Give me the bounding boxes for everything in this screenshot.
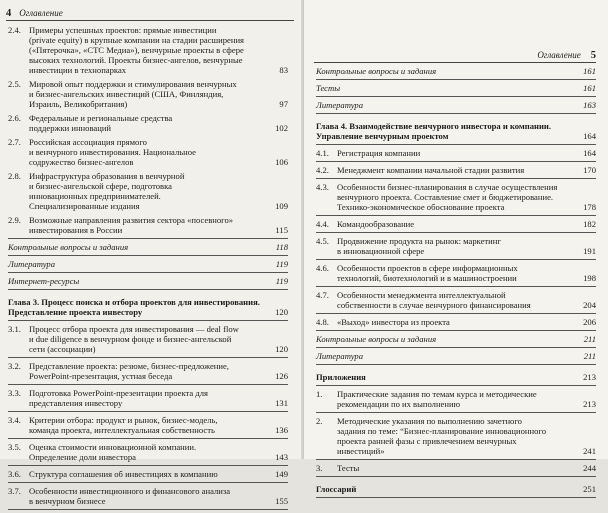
entry-title-line: высоких технологий. Проекты бизнес-ангелов, венчурные	[29, 55, 243, 65]
entry-title-line: («Пятерочка», «СТС Медиа»), венчурные проекты в сфере	[29, 45, 244, 55]
entry-title-line: Критерии отбора: продукт и рынок, бизнес-модель,	[29, 415, 218, 425]
toc-entry	[316, 416, 596, 456]
chapter-title-line: Глава 4. Взаимодействие венчурного инвестора и компании.	[316, 121, 552, 131]
entry-number: 2.7.	[8, 137, 21, 147]
left-page-number: 4	[6, 8, 12, 19]
entry-number: 4.7.	[316, 290, 329, 300]
separator-rule	[8, 357, 288, 358]
glossary-heading-page: 251	[583, 484, 596, 494]
entry-title-line: и бизнес-ангельских инвестиций (США, Финляндия,	[29, 89, 224, 99]
entry-page: 120	[275, 344, 288, 354]
separator-rule	[316, 412, 596, 413]
entry-title-line: инвестиции в технопарках	[29, 65, 127, 75]
entry-title	[29, 486, 288, 506]
entry-number: 4.2.	[316, 165, 329, 175]
entry-page: 206	[583, 317, 596, 327]
entry-page: 106	[275, 157, 288, 167]
entry-page: 161	[583, 66, 596, 76]
separator-rule	[316, 161, 596, 162]
entry-number: 2.5.	[8, 79, 21, 89]
entry-title-line: Примеры успешных проектов: прямые инвестиции	[29, 25, 217, 35]
separator-rule	[316, 364, 596, 365]
chapter-title	[316, 121, 596, 141]
entry-page: 109	[275, 201, 288, 211]
entry-title	[29, 442, 288, 462]
entry-title	[337, 182, 596, 212]
entry-title-line: Технико-экономическое обоснование проекта	[337, 202, 505, 212]
entry-title-line: и бизнес-ангельской сфере, подготовка	[29, 181, 172, 191]
entry-title-line: сети (ассоциации)	[29, 344, 96, 354]
entry-title	[8, 276, 288, 286]
entry-title-line: Оценка стоимости инновационной компании.	[29, 442, 197, 452]
entry-title	[29, 361, 288, 381]
toc-entry	[316, 263, 596, 283]
entry-title	[337, 290, 596, 310]
entry-title	[337, 463, 596, 473]
entry-number: 3.3.	[8, 388, 21, 398]
chapter-heading	[8, 297, 288, 317]
entry-title-line: и due diligence в венчурном фонде и бизнес-ангельской	[29, 334, 232, 344]
left-running-head: Оглавление	[19, 8, 63, 18]
entry-number: 2.4.	[8, 25, 21, 35]
toc-entry	[8, 215, 288, 235]
entry-title-line: Процесс отбора проекта для инвестирования — deal flow	[29, 324, 239, 334]
toc-entry	[8, 259, 288, 269]
toc-entry	[316, 334, 596, 344]
separator-rule	[8, 272, 288, 273]
entry-title	[337, 165, 596, 175]
left-page	[0, 0, 304, 506]
left-toc	[8, 25, 288, 513]
entry-title	[337, 389, 596, 409]
entry-title	[337, 219, 596, 229]
toc-entry	[316, 389, 596, 409]
entry-title-line: в инновационной сфере	[337, 246, 425, 256]
separator-rule	[8, 255, 288, 256]
appendix-heading-title: Приложения	[316, 372, 366, 382]
entry-title	[29, 324, 288, 354]
toc-entry	[8, 137, 288, 167]
entry-page: 115	[275, 225, 288, 235]
entry-title-line: Представление проекта: резюме, бизнес-предложение,	[29, 361, 229, 371]
separator-rule	[316, 232, 596, 233]
entry-title	[29, 137, 288, 167]
entry-title	[8, 242, 288, 252]
separator-rule	[316, 497, 596, 498]
entry-page: 170	[583, 165, 596, 175]
entry-page: 143	[275, 452, 288, 462]
separator-rule	[316, 96, 596, 97]
toc-entry	[316, 290, 596, 310]
entry-title-line: Тесты	[316, 83, 341, 93]
entry-number: 3.4.	[8, 415, 21, 425]
entry-title-line: Литература	[316, 351, 364, 361]
toc-entry	[316, 317, 596, 327]
entry-number: 2.9.	[8, 215, 21, 225]
entry-title	[316, 351, 596, 361]
entry-title-line: в венчурном бизнесе	[29, 496, 106, 506]
entry-title-line: Регистрация компании	[337, 148, 421, 158]
entry-number: 1.	[316, 389, 323, 399]
separator-rule	[8, 438, 288, 439]
separator-rule	[316, 313, 596, 314]
entry-page: 178	[583, 202, 596, 212]
entry-title-line: Особенности бизнес-планирования в случае осуществления	[337, 182, 558, 192]
separator-rule	[316, 286, 596, 287]
separator-rule	[8, 238, 288, 239]
entry-page: 118	[275, 242, 288, 252]
entry-title	[316, 334, 596, 344]
entry-title-line: рекомендации по их выполнению	[337, 399, 460, 409]
appendix-heading-page: 213	[583, 372, 596, 382]
entry-number: 3.2.	[8, 361, 21, 371]
entry-title	[337, 263, 596, 283]
entry-title-line: Федеральные и региональные средства	[29, 113, 173, 123]
separator-rule	[316, 144, 596, 145]
toc-entry	[316, 165, 596, 175]
entry-title-line: Контрольные вопросы и задания	[316, 66, 437, 76]
glossary-heading-title: Глоссарий	[316, 484, 357, 494]
entry-title-line: Методические указания по выполнению зачетного	[337, 416, 522, 426]
entry-page: 163	[583, 100, 596, 110]
toc-entry	[8, 242, 288, 252]
entry-page: 244	[583, 463, 596, 473]
entry-number: 4.6.	[316, 263, 329, 273]
entry-number: 3.5.	[8, 442, 21, 452]
entry-title-line: поддержки инноваций	[29, 123, 112, 133]
toc-entry	[316, 148, 596, 158]
separator-rule	[316, 79, 596, 80]
entry-title	[29, 415, 288, 435]
entry-title-line: Возможные направления развития сектора «посевного»	[29, 215, 234, 225]
entry-number: 3.6.	[8, 469, 21, 479]
right-toc	[316, 66, 596, 501]
entry-title	[29, 25, 288, 75]
entry-number: 2.	[316, 416, 323, 426]
entry-page: 213	[583, 399, 596, 409]
toc-entry	[8, 361, 288, 381]
entry-title-line: Особенности проектов в сфере информационных	[337, 263, 518, 273]
left-running-header	[6, 6, 294, 21]
entry-number: 2.6.	[8, 113, 21, 123]
entry-page: 149	[275, 469, 288, 479]
entry-number: 4.8.	[316, 317, 329, 327]
entry-page: 126	[275, 371, 288, 381]
entry-title-line: Мировой опыт поддержки и стимулирования венчурных	[29, 79, 237, 89]
entry-title	[337, 317, 596, 327]
entry-page: 211	[583, 334, 596, 344]
entry-page: 83	[279, 65, 288, 75]
toc-entry	[316, 182, 596, 212]
toc-entry	[316, 236, 596, 256]
entry-title-line: Инфраструктура образования в венчурной	[29, 171, 185, 181]
entry-number: 3.	[316, 463, 323, 473]
entry-title-line: Контрольные вопросы и задания	[316, 334, 437, 344]
entry-title	[29, 79, 288, 109]
separator-rule	[8, 482, 288, 483]
entry-title-line: инвестирования в России	[29, 225, 123, 235]
entry-title-line: технологий, биотехнологий и в машиностроении	[337, 273, 517, 283]
entry-title-line: Литература	[8, 259, 56, 269]
toc-entry	[316, 66, 596, 76]
separator-rule	[8, 320, 288, 321]
toc-entry	[8, 276, 288, 286]
entry-page: 191	[583, 246, 596, 256]
entry-title-line: «Выход» инвестора из проекта	[337, 317, 450, 327]
toc-entry	[316, 100, 596, 110]
entry-number: 4.1.	[316, 148, 329, 158]
separator-rule	[316, 347, 596, 348]
separator-rule	[316, 476, 596, 477]
entry-title-line: и венчурного инвестирования. Национальное	[29, 147, 196, 157]
entry-title	[337, 236, 596, 256]
toc-entry	[8, 113, 288, 133]
entry-number: 4.3.	[316, 182, 329, 192]
toc-entry	[316, 351, 596, 361]
toc-entry	[8, 486, 288, 506]
entry-number: 3.1.	[8, 324, 21, 334]
toc-entry	[8, 442, 288, 462]
chapter-page: 164	[583, 131, 596, 141]
entry-number: 2.8.	[8, 171, 21, 181]
chapter-page: 120	[275, 307, 288, 317]
separator-rule	[316, 330, 596, 331]
entry-title-line: Литература	[316, 100, 364, 110]
toc-entry	[8, 25, 288, 75]
chapter-title	[8, 297, 288, 317]
entry-title-line: представления инвестору	[29, 398, 123, 408]
entry-page: 198	[583, 273, 596, 283]
entry-title-line: Контрольные вопросы и задания	[8, 242, 129, 252]
entry-title-line: Израиль, Великобритания)	[29, 99, 128, 109]
right-running-head: Оглавление	[537, 50, 581, 60]
entry-title-line: задания по теме: “Бизнес-планирование инновационного	[337, 426, 547, 436]
entry-title	[29, 113, 288, 133]
entry-title-line: Практические задания по темам курса и методические	[337, 389, 537, 399]
entry-number: 3.7.	[8, 486, 21, 496]
appendix-heading	[316, 372, 596, 382]
entry-title-line: Особенности менеджмента интеллектуальной	[337, 290, 506, 300]
glossary-heading	[316, 484, 596, 494]
entry-title	[337, 416, 596, 456]
separator-rule	[8, 384, 288, 385]
entry-title-line: инвестиций»	[337, 446, 385, 456]
toc-entry	[8, 388, 288, 408]
separator-rule	[8, 411, 288, 412]
entry-page: 211	[583, 351, 596, 361]
separator-rule	[316, 385, 596, 386]
entry-number: 4.4.	[316, 219, 329, 229]
entry-title-line: содружество бизнес-ангелов	[29, 157, 134, 167]
separator-rule	[8, 509, 288, 510]
entry-title-line: команда проекта, интеллектуальная собственность	[29, 425, 215, 435]
separator-rule	[316, 178, 596, 179]
chapter-title-line: Управление венчурным проектом	[316, 131, 449, 141]
entry-page: 204	[583, 300, 596, 310]
chapter-heading	[316, 121, 596, 141]
entry-title	[29, 171, 288, 211]
entry-title-line: Особенности инвестиционного и финансового анализа	[29, 486, 231, 496]
right-page	[304, 0, 608, 494]
entry-title-line: Подготовка PowerPoint-презентации проекта для	[29, 388, 208, 398]
toc-entry	[8, 415, 288, 435]
entry-title	[29, 469, 288, 479]
entry-title	[316, 66, 596, 76]
toc-entry	[8, 469, 288, 479]
toc-entry	[316, 83, 596, 93]
entry-title-line: Структура соглашения об инвестициях в компанию	[29, 469, 218, 479]
entry-page: 119	[275, 259, 288, 269]
entry-page: 182	[583, 219, 596, 229]
entry-title-line: Интернет-ресурсы	[8, 276, 80, 286]
entry-title-line: инновационных предпринимателей.	[29, 191, 161, 201]
entry-title-line: Тесты	[337, 463, 360, 473]
chapter-title-line: Представление проекта инвестору	[8, 307, 143, 317]
toc-entry	[8, 324, 288, 354]
entry-title-line: Командообразование	[337, 219, 415, 229]
entry-title	[316, 83, 596, 93]
entry-number: 4.5.	[316, 236, 329, 246]
entry-title	[337, 148, 596, 158]
entry-title-line: Определение доли инвестора	[29, 452, 136, 462]
entry-title	[29, 215, 288, 235]
entry-title	[8, 259, 288, 269]
entry-title-line: (private equity) в крупные компании на стадии расширения	[29, 35, 244, 45]
entry-title	[29, 388, 288, 408]
entry-page: 241	[583, 446, 596, 456]
entry-page: 161	[583, 83, 596, 93]
entry-title-line: Специализированные издания	[29, 201, 140, 211]
entry-page: 102	[275, 123, 288, 133]
entry-title-line: PowerPoint-презентация, устная беседа	[29, 371, 173, 381]
entry-title-line: Российская ассоциация прямого	[29, 137, 147, 147]
right-page-number: 5	[590, 50, 596, 61]
entry-title-line: Менеджмент компании начальной стадии развития	[337, 165, 525, 175]
entry-title-line: венчурного проекта. Составление смет и бюджетирование.	[337, 192, 554, 202]
separator-rule	[316, 215, 596, 216]
chapter-title-line: Глава 3. Процесс поиска и отбора проектов для инвестирования.	[8, 297, 260, 307]
toc-entry	[8, 171, 288, 211]
toc-entry	[316, 219, 596, 229]
entry-page: 136	[275, 425, 288, 435]
entry-page: 164	[583, 148, 596, 158]
separator-rule	[316, 259, 596, 260]
entry-title-line: Продвижение продукта на рынок: маркетинг	[337, 236, 501, 246]
separator-rule	[316, 459, 596, 460]
entry-title-line: собственности в случае венчурного финансирования	[337, 300, 531, 310]
toc-entry	[8, 79, 288, 109]
toc-entry	[316, 463, 596, 473]
separator-rule	[316, 113, 596, 114]
entry-page: 97	[279, 99, 288, 109]
entry-title-line: проекта ранней фазы с привлечением венчурных	[337, 436, 517, 446]
entry-page: 119	[275, 276, 288, 286]
separator-rule	[8, 289, 288, 290]
separator-rule	[8, 465, 288, 466]
right-running-header	[314, 48, 596, 63]
entry-page: 155	[275, 496, 288, 506]
entry-page: 131	[275, 398, 288, 408]
entry-title	[316, 100, 596, 110]
